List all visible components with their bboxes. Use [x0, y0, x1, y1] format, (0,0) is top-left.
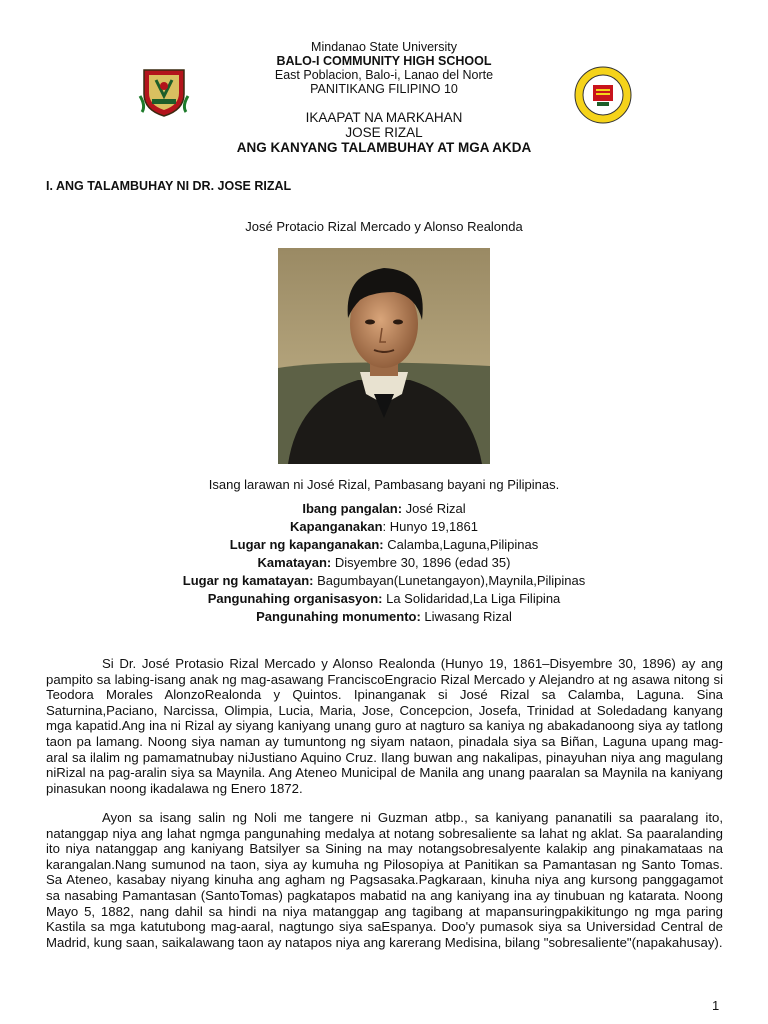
- school-name: BALO-I COMMUNITY HIGH SCHOOL: [276, 54, 492, 68]
- info-label: Ibang pangalan:: [302, 501, 403, 516]
- full-name: José Protacio Rizal Mercado y Alonso Realonda: [245, 219, 523, 234]
- jose-rizal-portrait: [278, 248, 490, 464]
- paragraph-text: Ayon sa isang salin ng Noli me tangere ni Guzman atbp., sa kaniyang pananatili sa paaralang ito, natanggap niya ang lahat ngmga pangunahing medalya at notang sobresaliente sa lahat ng aklat. Sa paaralanding ito niya natanggap ang kaniyang Batsilyer sa Sining na may notangsobresalyente kalakip ang pinakamataas na karangalan.Nang sumunod na taon, siya ay kumuha ng Pilosopiya at Panitikan sa Pamantasan ng Santo Tomas. Sa Ateneo, kasabay niyang kinuha ang agham ng Pagsasaka.Pagkaraan, kinuha niya ang kursong panggagamot sa nasabing Pamantasan (SantoTomas) pagkatapos mabatid na ang kaniyang ina ay tinubuan ng katarata. Noong Mayo 5, 1882, nang dahil sa hindi na niya matanggap ang tagibang at mapansuringpakikitungo ng mga paring Kastila sa mga katutubong mag-aaral, nagtungo siya saEspanya. Doo'y pumasok siya sa Universidad Central de Madrid, kung saan, saikalawang taon ay natapos niya ang karerang Medisina, bilang "sobresaliente"(napakahusay).: [46, 810, 723, 950]
- quarter-title: IKAAPAT NA MARKAHAN: [305, 110, 463, 125]
- info-value: Bagumbayan(Lunetangayon),Maynila,Pilipinas: [313, 573, 586, 588]
- school-address: East Poblacion, Balo-i, Lanao del Norte: [274, 68, 494, 82]
- info-row-birthplace: [0, 536, 768, 554]
- topic-subtitle: ANG KANYANG TALAMBUHAY AT MGA AKDA: [236, 140, 532, 155]
- section-heading: I. ANG TALAMBUHAY NI DR. JOSE RIZAL: [46, 179, 292, 193]
- info-value: Disyembre 30, 1896 (edad 35): [331, 555, 511, 570]
- info-value: : Hunyo 19,1861: [382, 519, 478, 534]
- info-value: José Rizal: [402, 501, 466, 516]
- info-row-deathplace: [0, 572, 768, 590]
- info-label: Lugar ng kamatayan:: [182, 573, 314, 588]
- university-name: Mindanao State University: [311, 40, 457, 54]
- info-label: Lugar ng kapanganakan:: [229, 537, 384, 552]
- info-value: Liwasang Rizal: [420, 609, 512, 624]
- info-label: Kapanganakan: [290, 519, 383, 534]
- portrait-caption: Isang larawan ni José Rizal, Pambasang bayani ng Pilipinas.: [208, 477, 560, 492]
- info-row-death: [0, 554, 768, 572]
- info-value: Calamba,Laguna,Pilipinas: [383, 537, 539, 552]
- info-row-monument: [0, 608, 768, 626]
- info-row-organization: [0, 590, 768, 608]
- info-label: Kamatayan:: [257, 555, 332, 570]
- subject-name: PANITIKANG FILIPINO 10: [310, 82, 458, 96]
- info-row-other-name: [0, 500, 768, 518]
- biography-paragraph-2: [46, 810, 723, 950]
- info-value: La Solidaridad,La Liga Filipina: [382, 591, 561, 606]
- biography-paragraph-1: [46, 656, 723, 796]
- info-label: Pangunahing monumento:: [256, 609, 421, 624]
- page-number: 1: [712, 998, 720, 1013]
- topic-name: JOSE RIZAL: [345, 125, 423, 140]
- paragraph-text: Si Dr. José Protasio Rizal Mercado y Alonso Realonda (Hunyo 19, 1861–Disyembre 30, 1896) ay ang pampito sa labing-isang anak ng mag-asawang FranciscoEngracio Rizal Mercado y Alejandro at ng asawa nitong si Teodora Morales AlonzoRealonda y Quintos. Ipinanganak si José Rizal sa Calamba, Laguna. Sina Saturnina,Paciano, Narcissa, Olimpia, Lucia, Maria, Jose, Concepcion, Josefa, Trinidad at Soledadang kanyang mga kapatid.Ang ina ni Rizal ay siyang kaniyang unang guro at nagturo sa kaniya ng abakadanoong siya ay tatlong taon pa lamang. Noong siya naman ay tumuntong ng siyam nataon, pinadala siya sa Biñan, Laguna upang mag-aral sa ilalim ng pamamatnubay niJustiano Aquino Cruz. Ilang buwan ang nakalipas, pinayuhan niya ang magulang niRizal na pag-aralin siya sa Maynila. Ang Ateneo Municipal de Manila ang unang paaralan sa Maynila na kaniyang pinasukan noong ikadalawa ng Enero 1872.: [46, 656, 723, 796]
- info-row-birth: [0, 518, 768, 536]
- info-label: Pangunahing organisasyon:: [207, 591, 383, 606]
